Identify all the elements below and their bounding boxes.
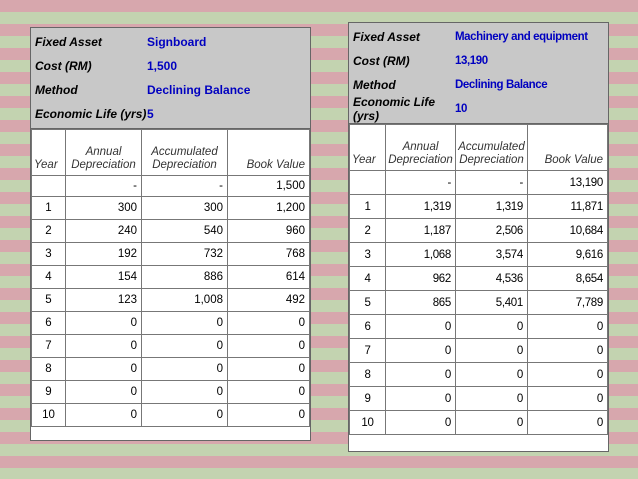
depreciation-table: [31, 129, 310, 427]
info-label: Method: [35, 83, 78, 97]
accumulated-depreciation-cell: 0: [142, 404, 228, 427]
header-line: Depreciation: [71, 159, 136, 171]
header-line: Depreciation: [388, 154, 453, 166]
accumulated-depreciation-cell: 0: [456, 387, 528, 411]
book-value-cell: 9,616: [528, 243, 608, 267]
annual-depreciation-cell: 0: [66, 404, 142, 427]
year-header: Year: [350, 125, 386, 171]
info-value: Declining Balance: [455, 79, 548, 91]
table-body: [350, 171, 608, 435]
table-row: [32, 381, 310, 404]
annual-depreciation-cell: 0: [386, 387, 456, 411]
table-row: [32, 312, 310, 335]
info-value: 5: [147, 107, 154, 121]
annual-depreciation-cell: 0: [386, 339, 456, 363]
info-row-fixed-asset: [35, 30, 306, 54]
accumulated-depreciation-cell: 0: [456, 315, 528, 339]
book-value-cell: 0: [228, 381, 310, 404]
header-line: Annual: [402, 141, 439, 153]
machinery-depreciation-panel: [348, 22, 609, 452]
annual-depreciation-cell: 1,187: [386, 219, 456, 243]
annual-depreciation-cell: 0: [66, 381, 142, 404]
annual-depreciation-header: [386, 125, 456, 171]
year-cell: 10: [32, 404, 66, 427]
header-line: Accumulated: [458, 141, 525, 153]
table-row: [350, 363, 608, 387]
table-row: [350, 291, 608, 315]
table-row: [350, 267, 608, 291]
accumulated-depreciation-cell: 2,506: [456, 219, 528, 243]
table-row: [32, 176, 310, 197]
info-label: Cost (RM): [353, 54, 410, 68]
annual-depreciation-cell: 300: [66, 197, 142, 220]
year-cell: 9: [350, 387, 386, 411]
annual-depreciation-cell: 865: [386, 291, 456, 315]
annual-depreciation-cell: -: [66, 176, 142, 197]
info-value: 13,190: [455, 55, 488, 67]
year-cell: 6: [350, 315, 386, 339]
annual-depreciation-cell: 192: [66, 243, 142, 266]
annual-depreciation-header: [66, 130, 142, 176]
accumulated-depreciation-cell: 1,319: [456, 195, 528, 219]
year-cell: 6: [32, 312, 66, 335]
table-row: [32, 404, 310, 427]
book-value-cell: 8,654: [528, 267, 608, 291]
annual-depreciation-cell: 0: [386, 363, 456, 387]
info-value: Declining Balance: [147, 83, 251, 97]
annual-depreciation-cell: 240: [66, 220, 142, 243]
annual-depreciation-cell: 1,319: [386, 195, 456, 219]
book-value-header: Book Value: [228, 130, 310, 176]
annual-depreciation-cell: 1,068: [386, 243, 456, 267]
book-value-cell: 0: [228, 335, 310, 358]
book-value-cell: 1,200: [228, 197, 310, 220]
signboard-depreciation-panel: [30, 27, 311, 441]
book-value-cell: 768: [228, 243, 310, 266]
accumulated-depreciation-cell: 0: [456, 339, 528, 363]
year-cell: 9: [32, 381, 66, 404]
info-label: Economic Life (yrs): [35, 107, 147, 121]
book-value-cell: 0: [228, 404, 310, 427]
book-value-cell: 960: [228, 220, 310, 243]
year-cell: 10: [350, 411, 386, 435]
year-cell: 1: [350, 195, 386, 219]
year-cell: 1: [32, 197, 66, 220]
accumulated-depreciation-cell: 0: [142, 312, 228, 335]
table-header-row: [32, 130, 310, 176]
info-row-method: [353, 73, 604, 97]
book-value-cell: 11,871: [528, 195, 608, 219]
table-body: [32, 176, 310, 427]
table-row: [32, 335, 310, 358]
accumulated-depreciation-cell: 540: [142, 220, 228, 243]
info-label: Fixed Asset: [35, 35, 102, 49]
year-cell: [32, 176, 66, 197]
book-value-cell: 614: [228, 266, 310, 289]
table-row: [350, 315, 608, 339]
asset-info-block: [31, 28, 310, 129]
accumulated-depreciation-cell: 5,401: [456, 291, 528, 315]
book-value-cell: 0: [228, 358, 310, 381]
table-row: [32, 243, 310, 266]
accumulated-depreciation-cell: 886: [142, 266, 228, 289]
header-line: Accumulated: [151, 146, 218, 158]
book-value-cell: 1,500: [228, 176, 310, 197]
annual-depreciation-cell: 0: [386, 315, 456, 339]
table-row: [350, 195, 608, 219]
table-row: [32, 197, 310, 220]
year-cell: 2: [32, 220, 66, 243]
info-label: Method: [353, 78, 396, 92]
annual-depreciation-cell: -: [386, 171, 456, 195]
accumulated-depreciation-cell: 0: [142, 335, 228, 358]
info-row-cost: [353, 49, 604, 73]
asset-info-block: [349, 23, 608, 124]
year-header: Year: [32, 130, 66, 176]
annual-depreciation-cell: 154: [66, 266, 142, 289]
book-value-cell: 0: [528, 315, 608, 339]
annual-depreciation-cell: 0: [66, 335, 142, 358]
book-value-cell: 0: [228, 312, 310, 335]
table-row: [350, 411, 608, 435]
info-value: Signboard: [147, 35, 207, 49]
annual-depreciation-cell: 123: [66, 289, 142, 312]
book-value-cell: 492: [228, 289, 310, 312]
info-row-fixed-asset: [353, 25, 604, 49]
table-row: [32, 266, 310, 289]
accumulated-depreciation-header: [142, 130, 228, 176]
accumulated-depreciation-cell: 4,536: [456, 267, 528, 291]
info-label: Cost (RM): [35, 59, 92, 73]
year-cell: 3: [32, 243, 66, 266]
book-value-cell: 0: [528, 387, 608, 411]
table-row: [32, 289, 310, 312]
header-line: Annual: [85, 146, 122, 158]
year-cell: 8: [350, 363, 386, 387]
annual-depreciation-cell: 0: [66, 312, 142, 335]
info-label: Fixed Asset: [353, 30, 420, 44]
accumulated-depreciation-cell: 3,574: [456, 243, 528, 267]
year-cell: 4: [32, 266, 66, 289]
table-row: [350, 219, 608, 243]
info-value: Machinery and equipment: [455, 31, 588, 43]
info-row-cost: [35, 54, 306, 78]
accumulated-depreciation-cell: -: [456, 171, 528, 195]
depreciation-table: [349, 124, 608, 435]
book-value-cell: 13,190: [528, 171, 608, 195]
table-row: [32, 358, 310, 381]
year-cell: 8: [32, 358, 66, 381]
accumulated-depreciation-cell: 0: [142, 381, 228, 404]
accumulated-depreciation-cell: 0: [456, 411, 528, 435]
table-row: [350, 387, 608, 411]
info-row-economic-life: [35, 102, 306, 126]
accumulated-depreciation-cell: 1,008: [142, 289, 228, 312]
accumulated-depreciation-cell: 0: [456, 363, 528, 387]
header-line: Depreciation: [459, 154, 524, 166]
accumulated-depreciation-header: [456, 125, 528, 171]
table-row: [32, 220, 310, 243]
accumulated-depreciation-cell: -: [142, 176, 228, 197]
table-row: [350, 171, 608, 195]
year-cell: [350, 171, 386, 195]
book-value-cell: 0: [528, 339, 608, 363]
year-cell: 3: [350, 243, 386, 267]
accumulated-depreciation-cell: 732: [142, 243, 228, 266]
annual-depreciation-cell: 962: [386, 267, 456, 291]
header-line: Depreciation: [152, 159, 217, 171]
book-value-cell: 7,789: [528, 291, 608, 315]
table-row: [350, 339, 608, 363]
info-label: Economic Life (yrs): [353, 95, 436, 123]
year-cell: 7: [350, 339, 386, 363]
table-row: [350, 243, 608, 267]
book-value-cell: 0: [528, 363, 608, 387]
year-cell: 4: [350, 267, 386, 291]
annual-depreciation-cell: 0: [386, 411, 456, 435]
year-cell: 2: [350, 219, 386, 243]
book-value-cell: 0: [528, 411, 608, 435]
annual-depreciation-cell: 0: [66, 358, 142, 381]
accumulated-depreciation-cell: 0: [142, 358, 228, 381]
year-cell: 7: [32, 335, 66, 358]
info-value: 10: [455, 103, 467, 115]
table-header-row: [350, 125, 608, 171]
accumulated-depreciation-cell: 300: [142, 197, 228, 220]
year-cell: 5: [350, 291, 386, 315]
info-value: 1,500: [147, 59, 178, 73]
info-row-method: [35, 78, 306, 102]
book-value-header: Book Value: [528, 125, 608, 171]
info-row-economic-life: [353, 97, 604, 121]
year-cell: 5: [32, 289, 66, 312]
book-value-cell: 10,684: [528, 219, 608, 243]
